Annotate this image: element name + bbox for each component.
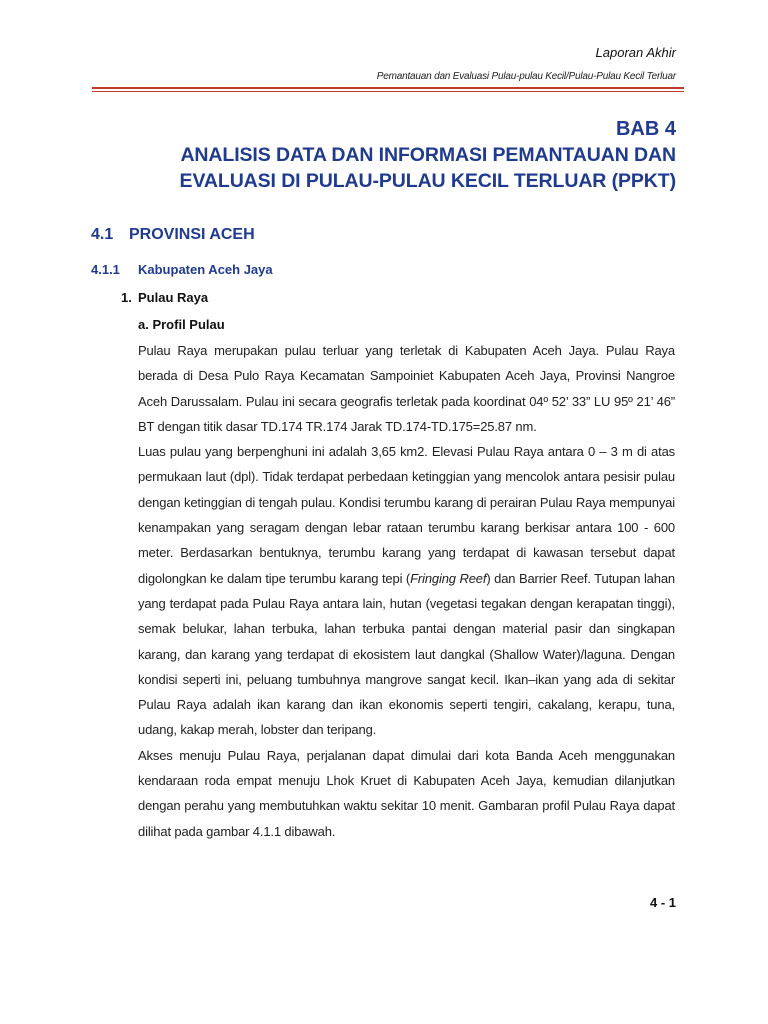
header-divider: [92, 87, 684, 92]
page-number: 4 - 1: [649, 895, 676, 910]
section-number: 4.1: [91, 226, 114, 243]
section-heading: [91, 226, 255, 244]
header-report-title: Laporan Akhir: [595, 45, 676, 60]
body-text: [138, 338, 675, 844]
subsection-title: Kabupaten Aceh Jaya: [138, 262, 273, 277]
chapter-number: BAB 4: [615, 118, 676, 140]
subitem-heading: a. Profil Pulau: [138, 317, 225, 332]
paragraph-location: Pulau Raya merupakan pulau terluar yang terletak di Kabupaten Aceh Jaya. Pulau Raya berada di Desa Pulo Raya Kecamatan Sampoiniet Kabupaten Aceh Jaya, Provinsi Nangroe Aceh Darussalam. Pulau ini secara geografis terletak pada koordinat 04º 52’ 33” LU 95º 21’ 46” BT dengan titik dasar TD.174 TR.174 Jarak TD.174-TD.175=25.87 nm.: [138, 343, 675, 434]
list-item-title: Pulau Raya: [138, 290, 209, 305]
subsection-heading: [91, 262, 273, 277]
section-title: PROVINSI ACEH: [129, 226, 255, 243]
list-item-number: 1.: [121, 290, 132, 305]
chapter-title-line1: ANALISIS DATA DAN INFORMASI PEMANTAUAN DAN: [180, 144, 676, 166]
list-item-heading: [121, 290, 208, 305]
paragraph-description: Luas pulau yang berpenghuni ini adalah 3,65 km2. Elevasi Pulau Raya antara 0 – 3 m di atas permukaan laut (dpl). Tidak terdapat perbedaan ketinggian yang mencolok antara pesisir pulau dengan ketinggian di tengah pulau. Kondisi terumbu karang di perairan Pulau Raya mempunyai kenampakan yang seragam dengan lebar rataan terumbu karang berkisar antara 100 - 600 meter. Berdasarkan bentuknya, terumbu karang yang terdapat di kawasan tersebut dapat digolongkan ke dalam tipe terumbu karang tepi (Fringing Reef) dan Barrier Reef. Tutupan lahan yang terdapat pada Pulau Raya antara lain, hutan (vegetasi tegakan dengan kerapatan tinggi), semak belukar, lahan terbuka, lahan terbuka pantai dengan material pasir dan singkapan karang, dan karang yang terdapat di ekosistem laut dangkal (Shallow Water)/laguna. Dengan kondisi seperti ini, peluang tumbuhnya mangrove sangat kecil. Ikan–ikan yang ada di sekitar Pulau Raya adalah ikan karang dan ikan ekonomis seperti tengiri, cakalang, kerapu, tuna, udang, kakap merah, lobster dan teripang.: [138, 444, 676, 738]
header-subtitle: Pemantauan dan Evaluasi Pulau-pulau Kecil/Pulau-Pulau Kecil Terluar: [376, 71, 676, 82]
paragraph-access: Akses menuju Pulau Raya, perjalanan dapat dimulai dari kota Banda Aceh menggunakan kendaraan roda empat menuju Lhok Kruet di Kabupaten Aceh Jaya, kemudian dilanjutkan dengan perahu yang membutuhkan waktu sekitar 10 menit. Gambaran profil Pulau Raya dapat dilihat pada gambar 4.1.1 dibawah.: [138, 747, 675, 839]
subsection-number: 4.1.1: [91, 262, 120, 277]
chapter-heading: [116, 116, 676, 194]
chapter-title-line2: EVALUASI DI PULAU-PULAU KECIL TERLUAR (PPKT): [179, 170, 676, 192]
italic-term: Fringing Reef: [410, 570, 487, 586]
